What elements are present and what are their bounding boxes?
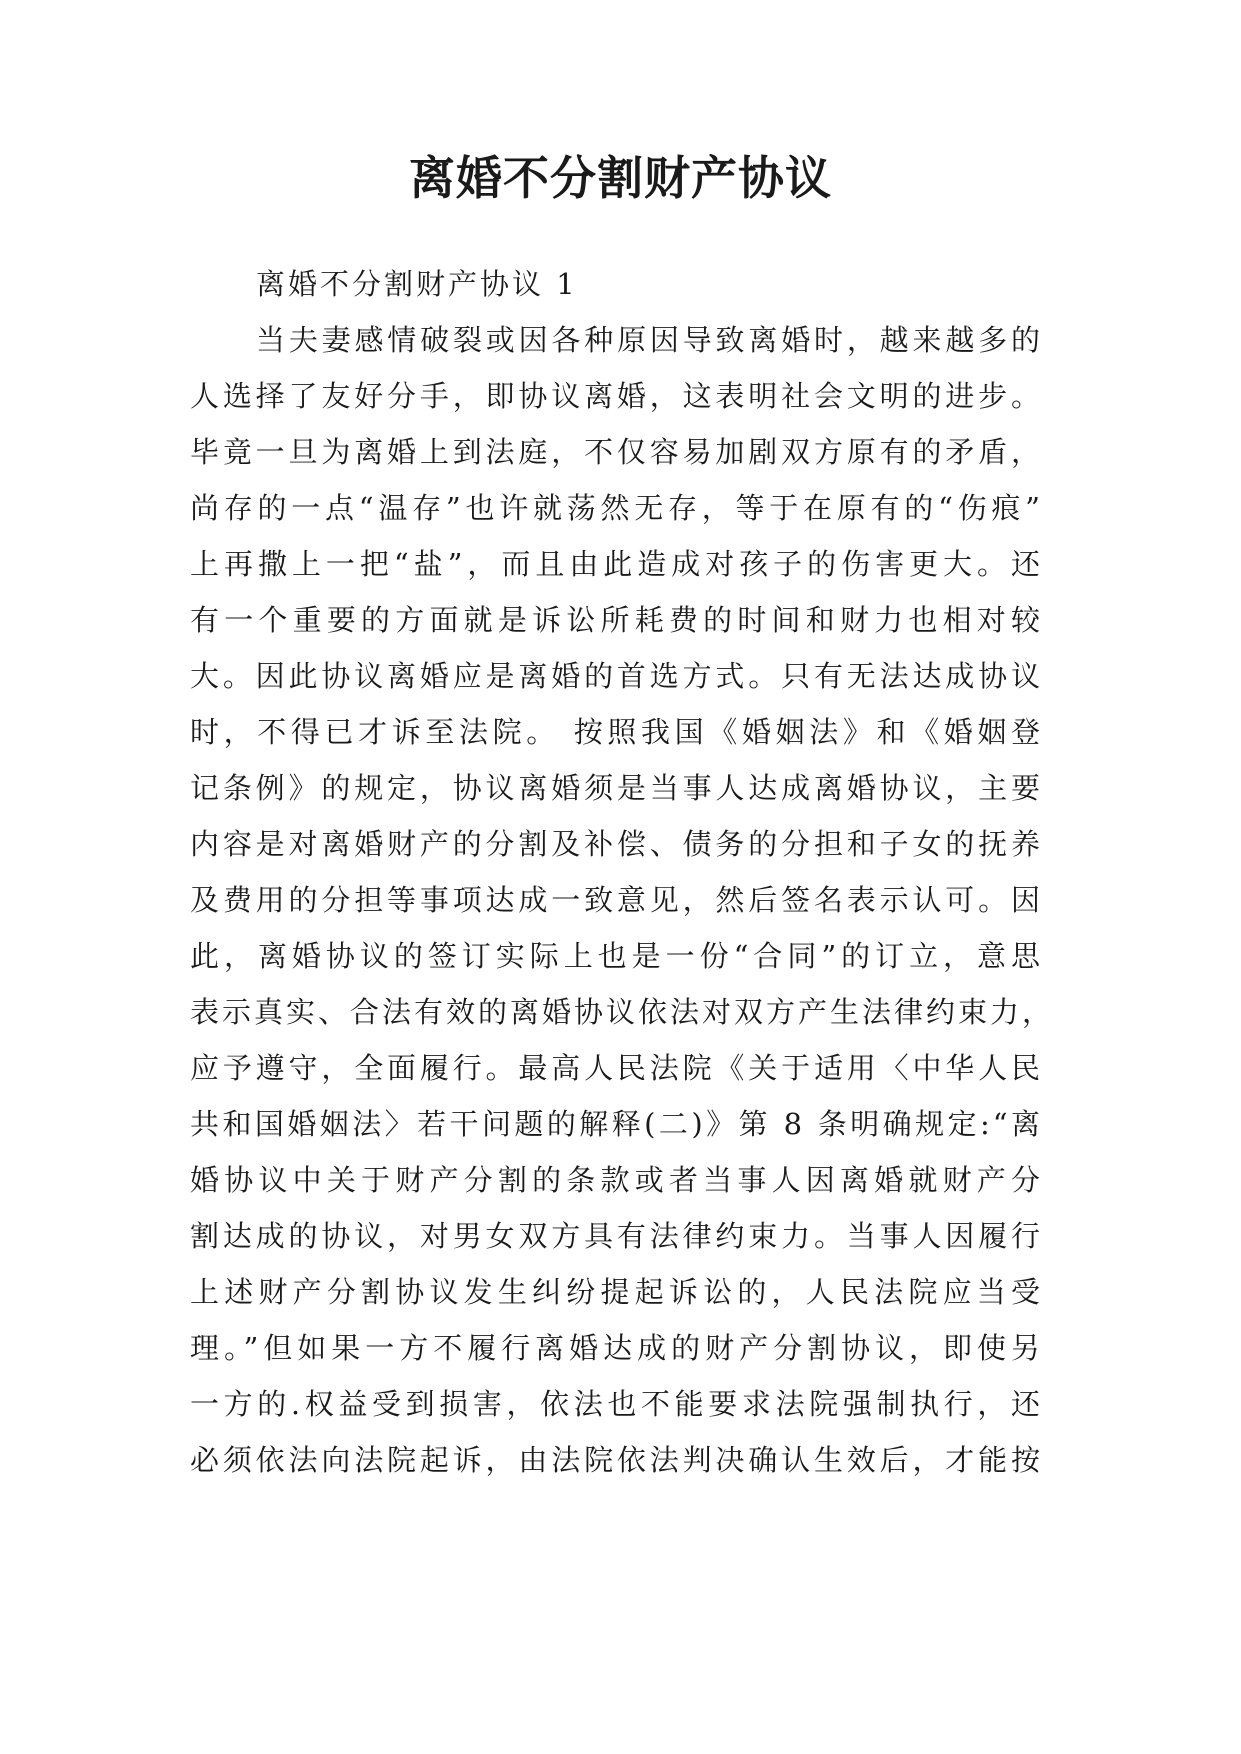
- paragraph-line: 尚存的一点“温存”也许就荡然无存，等于在原有的“伤痕”: [190, 491, 1043, 525]
- paragraph-line: 及费用的分担等事项达成一致意见，然后签名表示认可。因: [190, 883, 1043, 917]
- paragraph-line: 记条例》的规定，协议离婚须是当事人达成离婚协议，主要: [190, 771, 1043, 805]
- section-heading: 离婚不分割财产协议 1: [256, 267, 578, 301]
- paragraph-line: 表示真实、合法有效的离婚协议依法对双方产生法律约束力，: [190, 995, 1055, 1029]
- paragraph-line: 时，不得已才诉至法院。 按照我国《婚姻法》和《婚姻登: [190, 715, 1043, 749]
- paragraph-line: 一方的.权益受到损害，依法也不能要求法院强制执行，还: [190, 1387, 1043, 1421]
- paragraph-line: 理。”但如果一方不履行离婚达成的财产分割协议，即使另: [190, 1331, 1043, 1365]
- paragraph-line: 此，离婚协议的签订实际上也是一份“合同”的订立，意思: [190, 939, 1043, 973]
- paragraph-line: 上述财产分割协议发生纠纷提起诉讼的，人民法院应当受: [190, 1275, 1043, 1309]
- paragraph-line: 毕竟一旦为离婚上到法庭，不仅容易加剧双方原有的矛盾，: [190, 435, 1043, 469]
- paragraph-line: 必须依法向法院起诉，由法院依法判决确认生效后，才能按: [190, 1443, 1043, 1477]
- paragraph-line: 内容是对离婚财产的分割及补偿、债务的分担和子女的抚养: [190, 827, 1043, 861]
- paragraph-line: 上再撒上一把“盐”，而且由此造成对孩子的伤害更大。还: [190, 547, 1043, 581]
- paragraph-line: 当夫妻感情破裂或因各种原因导致离婚时，越来越多的: [256, 323, 1043, 357]
- paragraph-line: 有一个重要的方面就是诉讼所耗费的时间和财力也相对较: [190, 603, 1043, 637]
- paragraph-line: 大。因此协议离婚应是离婚的首选方式。只有无法达成协议: [190, 659, 1043, 693]
- document-title: 离婚不分割财产协议: [409, 151, 832, 205]
- paragraph-line: 割达成的协议，对男女双方具有法律约束力。当事人因履行: [190, 1219, 1043, 1253]
- paragraph-line: 共和国婚姻法〉若干问题的解释(二)》第 8 条明确规定:“离: [190, 1107, 1043, 1141]
- paragraph-line: 婚协议中关于财产分割的条款或者当事人因离婚就财产分: [190, 1163, 1043, 1197]
- paragraph-line: 应予遵守，全面履行。最高人民法院《关于适用〈中华人民: [190, 1051, 1043, 1085]
- paragraph-line: 人选择了友好分手，即协议离婚，这表明社会文明的进步。: [190, 379, 1043, 413]
